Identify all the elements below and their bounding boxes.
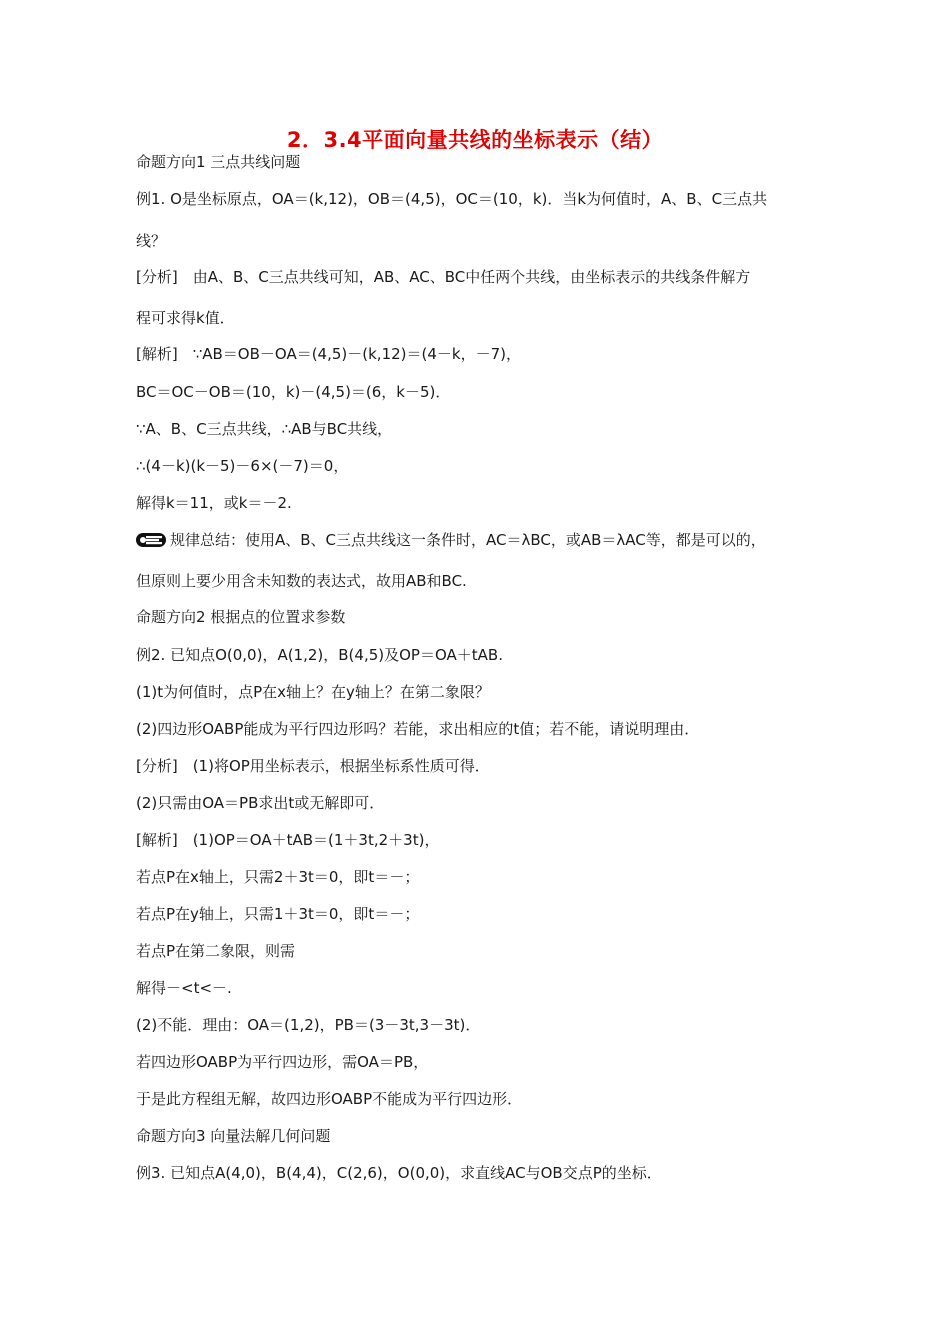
example-1-line-1: 例1. O是坐标原点，OA＝(k,12)，OB＝(4,5)，OC＝(10，k)．当k为何值时，A、B、C三点共 [136,190,768,208]
solution-2-line-8: 于是此方程组无解，故四边形OABP不能成为平行四边形． [136,1090,523,1108]
solution-2-line-5: 解得－<t<－. [136,979,232,997]
page-title: 2．3.4平面向量共线的坐标表示（结） [286,128,664,152]
solution-2-line-2: 若点P在x轴上，只需2＋3t＝0，即t＝－； [136,868,420,886]
summary-line-2: 但原则上要少用含未知数的表达式，故用AB和BC. [136,572,467,590]
example-2-line-1: 例2. 已知点O(0,0)，A(1,2)，B(4,5)及OP＝OA＋tAB. [136,646,503,664]
example-3-line-1: 例3. 已知点A(4,0)，B(4,4)，C(2,6)，O(0,0)，求直线AC与OB交点P的坐标． [136,1164,662,1182]
solution-2-line-6: (2)不能．理由：OA＝(1,2)，PB＝(3－3t,3－3t)． [136,1016,481,1034]
summary-line-1 [136,530,826,554]
example-1-line-2: 线？ [136,232,167,250]
analysis-2-line-2: (2)只需由OA＝PB求出t或无解即可． [136,794,385,812]
solution-2-line-3: 若点P在y轴上，只需1＋3t＝0，即t＝－； [136,905,420,923]
solution-1-line-4: ∴(4－k)(k－5)－6×(－7)＝0， [136,457,349,475]
solution-1-line-5: 解得k＝11，或k＝－2. [136,494,292,512]
solution-1-line-2: BC＝OC－OB＝(10，k)－(4,5)＝(6，k－5)． [136,383,451,401]
example-2-line-2: (1)t为何值时，点P在x轴上？在y轴上？在第二象限？ [136,683,490,701]
analysis-1-line-1: [分析] 由A、B、C三点共线可知，AB、AC、BC中任两个共线，由坐标表示的共线条件解方 [136,268,751,286]
example-2-line-3: (2)四边形OABP能成为平行四边形吗？若能，求出相应的t值；若不能，请说明理由． [136,720,700,738]
analysis-1-line-2: 程可求得k值． [136,309,235,327]
summary-text-1: 规律总结：使用A、B、C三点共线这一条件时，AC＝λBC，或AB＝λAC等，都是可以的， [170,531,766,549]
section-heading-3: 命题方向3 向量法解几何问题 [136,1127,331,1145]
solution-2-line-1: [解析] (1)OP＝OA＋tAB＝(1＋3t,2＋3t)， [136,831,440,849]
section-heading-1: 命题方向1 三点共线问题 [136,153,301,171]
solution-2-line-4: 若点P在第二象限，则需 [136,942,296,960]
analysis-2-line-1: [分析] (1)将OP用坐标表示，根据坐标系性质可得． [136,757,490,775]
section-heading-2: 命题方向2 根据点的位置求参数 [136,608,346,626]
solution-2-line-7: 若四边形OABP为平行四边形，需OA＝PB， [136,1053,429,1071]
summary-logo-icon [136,531,166,554]
solution-1-line-3: ∵A、B、C三点共线，∴AB与BC共线， [136,420,393,438]
solution-1-line-1: [解析] ∵AB＝OB－OA＝(4,5)－(k,12)＝(4－k，－7)， [136,345,521,363]
